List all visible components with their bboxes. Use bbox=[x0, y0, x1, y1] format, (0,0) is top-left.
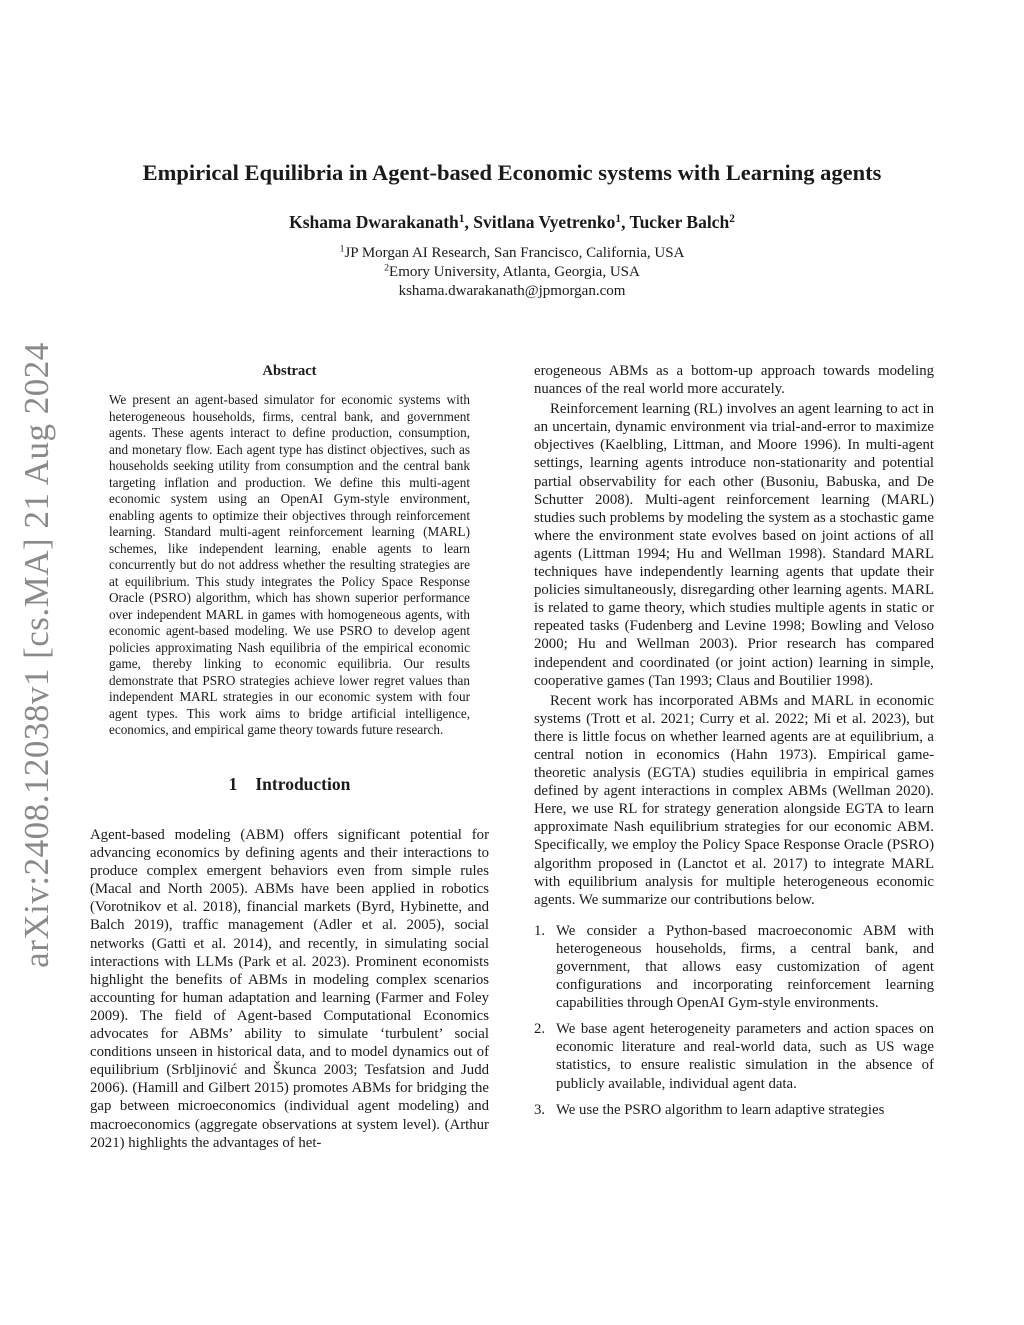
author-name: Kshama Dwarakanath bbox=[289, 212, 459, 232]
right-column bbox=[534, 362, 934, 1127]
author-name: Tucker Balch bbox=[629, 212, 730, 232]
paper-title: Empirical Equilibria in Agent-based Economic systems with Learning agents bbox=[142, 160, 882, 185]
author-separator: , bbox=[464, 212, 474, 232]
author-separator: , bbox=[621, 212, 630, 232]
list-marker: 1. bbox=[534, 922, 546, 939]
affiliation-text: Emory University, Atlanta, Georgia, USA bbox=[389, 264, 640, 280]
author-affiliation-mark: 1 bbox=[615, 212, 622, 225]
contribution-item bbox=[534, 1020, 934, 1092]
author-email: kshama.dwarakanath@jpmorgan.com bbox=[398, 283, 626, 299]
affiliation-mark: 1 bbox=[339, 243, 345, 255]
contribution-item bbox=[534, 922, 934, 1012]
arxiv-identifier-stamp: arXiv:2408.12038v1 [cs.MA] 21 Aug 2024 bbox=[17, 342, 56, 968]
affiliations-block bbox=[0, 244, 1024, 301]
list-marker: 3. bbox=[534, 1101, 546, 1118]
abstract-heading: Abstract bbox=[262, 363, 317, 379]
contributions-list bbox=[534, 922, 934, 1119]
contribution-text: We use the PSRO algorithm to learn adaptive strategies bbox=[556, 1101, 885, 1118]
affiliation-line bbox=[0, 263, 1024, 282]
section-number: 1 bbox=[228, 774, 238, 794]
contribution-text: We consider a Python-based macroeconomic ABM with heterogeneous households, firms, a central bank, and government, that allows easy customization of agent configurations and incorporating reinforcement learning capabilities through OpenAI Gym-style environments. bbox=[556, 922, 934, 1012]
author-affiliation-mark: 1 bbox=[458, 212, 465, 225]
affiliation-mark: 2 bbox=[384, 262, 390, 274]
abstract-body: We present an agent-based simulator for economic systems with heterogeneous households, firms, central bank, and government agents. These agents interact to define production, consumption, and monetary flow. Each agent type has distinct objectives, such as households seeking utility from consumption and the central bank targeting inflation and production. We define this multi-agent economic system using an OpenAI Gym-style environment, enabling agents to optimize their objectives through reinforcement learning. Standard multi-agent reinforcement learning (MARL) schemes, like independent learning, enable agents to learn concurrently but do not address whether the resulting strategies are at equilibrium. This study integrates the Policy Space Response Oracle (PSRO) algorithm, which has shown superior performance over independent MARL in games with homogeneous agents, with economic agent-based modeling. We use PSRO to develop agent policies approximating Nash equilibria of the empirical economic game, thereby linking to economic equilibria. Our results demonstrate that PSRO strategies achieve lower regret values than independent MARL strategies in our economic system with four agent types. This work aims to bridge artificial intelligence, economics, and empirical game theory towards future research. bbox=[109, 392, 470, 737]
contribution-item bbox=[534, 1101, 934, 1119]
affiliation-line bbox=[0, 244, 1024, 263]
author-affiliation-mark: 2 bbox=[729, 212, 735, 225]
section-title: Introduction bbox=[255, 774, 351, 794]
author-list bbox=[0, 212, 1024, 233]
author-name: Svitlana Vyetrenko bbox=[473, 212, 616, 232]
list-marker: 2. bbox=[534, 1021, 546, 1038]
section-heading-introduction bbox=[90, 774, 489, 795]
body-paragraph: Recent work has incorporated ABMs and MARL in economic systems (Trott et al. 2021; Curry et al. 2022; Mi et al. 2023), but there is little focus on whether learned agents are at equilibrium, a central notion in economics (Hahn 1973). Empirical game-theoretic analysis (EGTA) studies equilibria in empirical games defined by agent interactions in complex ABMs (Wellman 2020). Here, we use RL for strategy generation alongside EGTA to learn approximate Nash equilibrium strategies for our economic ABM. Specifically, we employ the Policy Space Response Oracle (PSRO) algorithm proposed in (Lanctot et al. 2017) to integrate MARL with equilibrium analysis for multiple heterogeneous economic agents. We summarize our contributions below. bbox=[534, 692, 934, 908]
body-paragraph: erogeneous ABMs as a bottom-up approach towards modeling nuances of the real world more accurately. bbox=[534, 363, 934, 398]
affiliation-text: JP Morgan AI Research, San Francisco, California, USA bbox=[344, 245, 685, 261]
introduction-left-column: Agent-based modeling (ABM) offers significant potential for advancing economics by defining agents and their interactions to produce complex emergent behaviors even from simple rules (Macal and North 2005). ABMs have been applied in robotics (Vorotnikov et al. 2018), financial markets (Byrd, Hybinette, and Balch 2019), traffic management (Adler et al. 2005), social networks (Gatti et al. 2014), and recently, in simulating social interactions with LLMs (Park et al. 2023). Prominent economists highlight the benefits of ABMs in modeling complex scenarios accounting for human adaptation and learning (Farmer and Foley 2009). The field of Agent-based Computational Economics advocates for ABMs’ ability to simulate ‘turbulent’ social conditions unseen in historical data, and to model dynamics out of equilibrium (Srbljinović and Škunca 2003; Tesfatsion and Judd 2006). (Hamill and Gilbert 2015) promotes ABMs for bridging the gap between microeconomics (individual agent modeling) and macroeconomics (aggregate observations at system level). (Arthur 2021) highlights the advantages of het- bbox=[90, 827, 489, 1151]
contribution-text: We base agent heterogeneity parameters and action spaces on economic literature and real-world data, such as US wage statistics, to ensure realistic simulation in the absence of publicly available, individual agent data. bbox=[556, 1021, 934, 1092]
body-paragraph: Reinforcement learning (RL) involves an agent learning to act in an uncertain, dynamic environment via trial-and-error to maximize objectives (Kaelbling, Littman, and Moore 1996). In multi-agent settings, learning agents introduce non-stationarity and potential partial observability for each other (Busoniu, Babuska, and De Schutter 2008). Multi-agent reinforcement learning (MARL) studies such problems by modeling the system as a stochastic game where the environment state evolves based on joint actions of all agents (Littman 1994; Hu and Wellman 1998). Standard MARL techniques have independently learning agents that update their policies simultaneously, disregarding other learning agents. MARL is related to game theory, which studies multiple agents in static or repeated tasks (Fudenberg and Levine 1998; Bowling and Veloso 2000; Hu and Wellman 2003). Prior research has compared independent and coordinated (or joint action) learning in simple, cooperative games (Tan 1993; Claus and Boutilier 1998). bbox=[534, 401, 934, 689]
